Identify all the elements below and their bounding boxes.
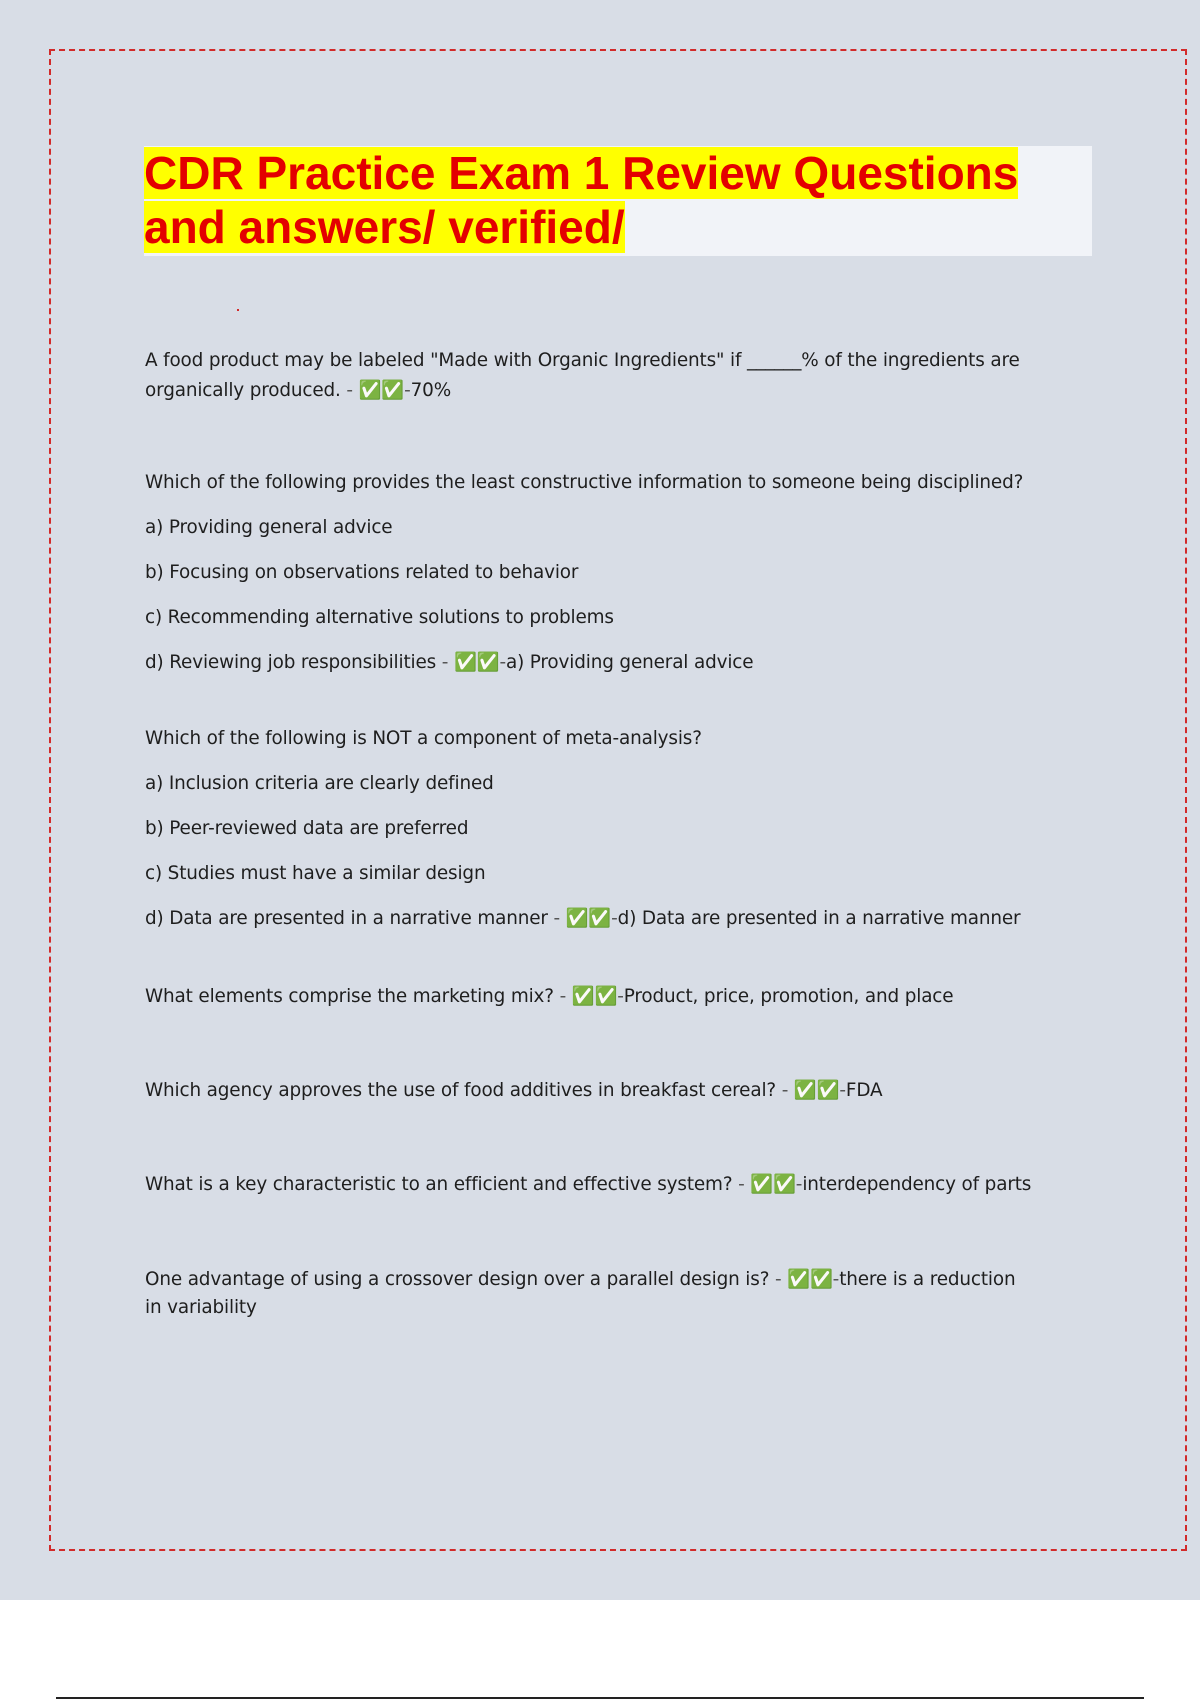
title-line-2: and answers/ verified/ [144, 201, 625, 253]
answer-marker-double-check-icon: - ✅✅- [436, 652, 506, 673]
option-b: b) Focusing on observations related to behavior [145, 562, 579, 583]
answer-text: Product, price, promotion, and place [623, 986, 954, 1007]
option-c: c) Studies must have a similar design [145, 863, 486, 884]
qa-question-line [145, 982, 1045, 1012]
question-text: Which agency approves the use of food additives in breakfast cereal? [145, 1080, 777, 1101]
option-d-with-answer [145, 648, 1045, 678]
document-title [144, 146, 1092, 254]
qa-question-line [145, 1266, 1025, 1322]
option-d: d) Reviewing job responsibilities [145, 652, 437, 673]
qa-question-line [145, 1170, 1045, 1200]
option-a: a) Inclusion criteria are clearly defined [145, 773, 494, 794]
option-d: d) Data are presented in a narrative manner [145, 908, 548, 929]
answer-marker-double-check-icon: - ✅✅- [769, 1269, 840, 1290]
qa-question-line [145, 1076, 1045, 1106]
answer-text: a) Providing general advice [505, 652, 754, 673]
option-b: b) Peer-reviewed data are preferred [145, 818, 469, 839]
answer-marker-double-check-icon: - ✅✅- [732, 1174, 803, 1195]
answer-marker-double-check-icon: - ✅✅- [340, 380, 411, 401]
answer-text: FDA [845, 1080, 883, 1101]
option-c: c) Recommending alternative solutions to problems [145, 607, 614, 628]
answer-marker-double-check-icon: - ✅✅- [547, 908, 618, 929]
title-line-1: CDR Practice Exam 1 Review Questions [144, 147, 1019, 199]
question-text: A food product may be labeled "Made with Organic Ingredients" if ______% of the ingredients are organically produced. [145, 350, 1020, 401]
qa-item [145, 1076, 1045, 1106]
question-text: One advantage of using a crossover design over a parallel design is? [145, 1269, 770, 1290]
question-text: Which of the following is NOT a component of meta-analysis? [145, 728, 702, 749]
answer-text: d) Data are presented in a narrative manner [617, 908, 1021, 929]
qa-item [145, 724, 1045, 934]
answer-marker-double-check-icon: - ✅✅- [776, 1080, 846, 1101]
qa-item [145, 346, 1045, 406]
answer-text: interdependency of parts [802, 1174, 1032, 1195]
option-a: a) Providing general advice [145, 517, 393, 538]
question-text: Which of the following provides the least constructive information to someone being disciplined? [145, 472, 1024, 493]
answer-text: 70% [410, 380, 452, 401]
qa-item [145, 468, 1045, 678]
question-text: What elements comprise the marketing mix? [145, 986, 554, 1007]
answer-marker-double-check-icon: - ✅✅- [553, 986, 624, 1007]
qa-item [145, 1170, 1045, 1200]
footer-rule [56, 1697, 1144, 1699]
question-text: What is a key characteristic to an efficient and effective system? [145, 1174, 733, 1195]
stray-mark [237, 309, 239, 311]
qa-item [145, 1266, 1045, 1322]
answer-text: there is a reduction in variability [145, 1269, 1016, 1318]
qa-question-line [145, 346, 1025, 406]
title-block [144, 146, 1092, 256]
qa-item [145, 982, 1045, 1012]
qa-list [145, 346, 1045, 1322]
option-d-with-answer [145, 904, 1045, 934]
